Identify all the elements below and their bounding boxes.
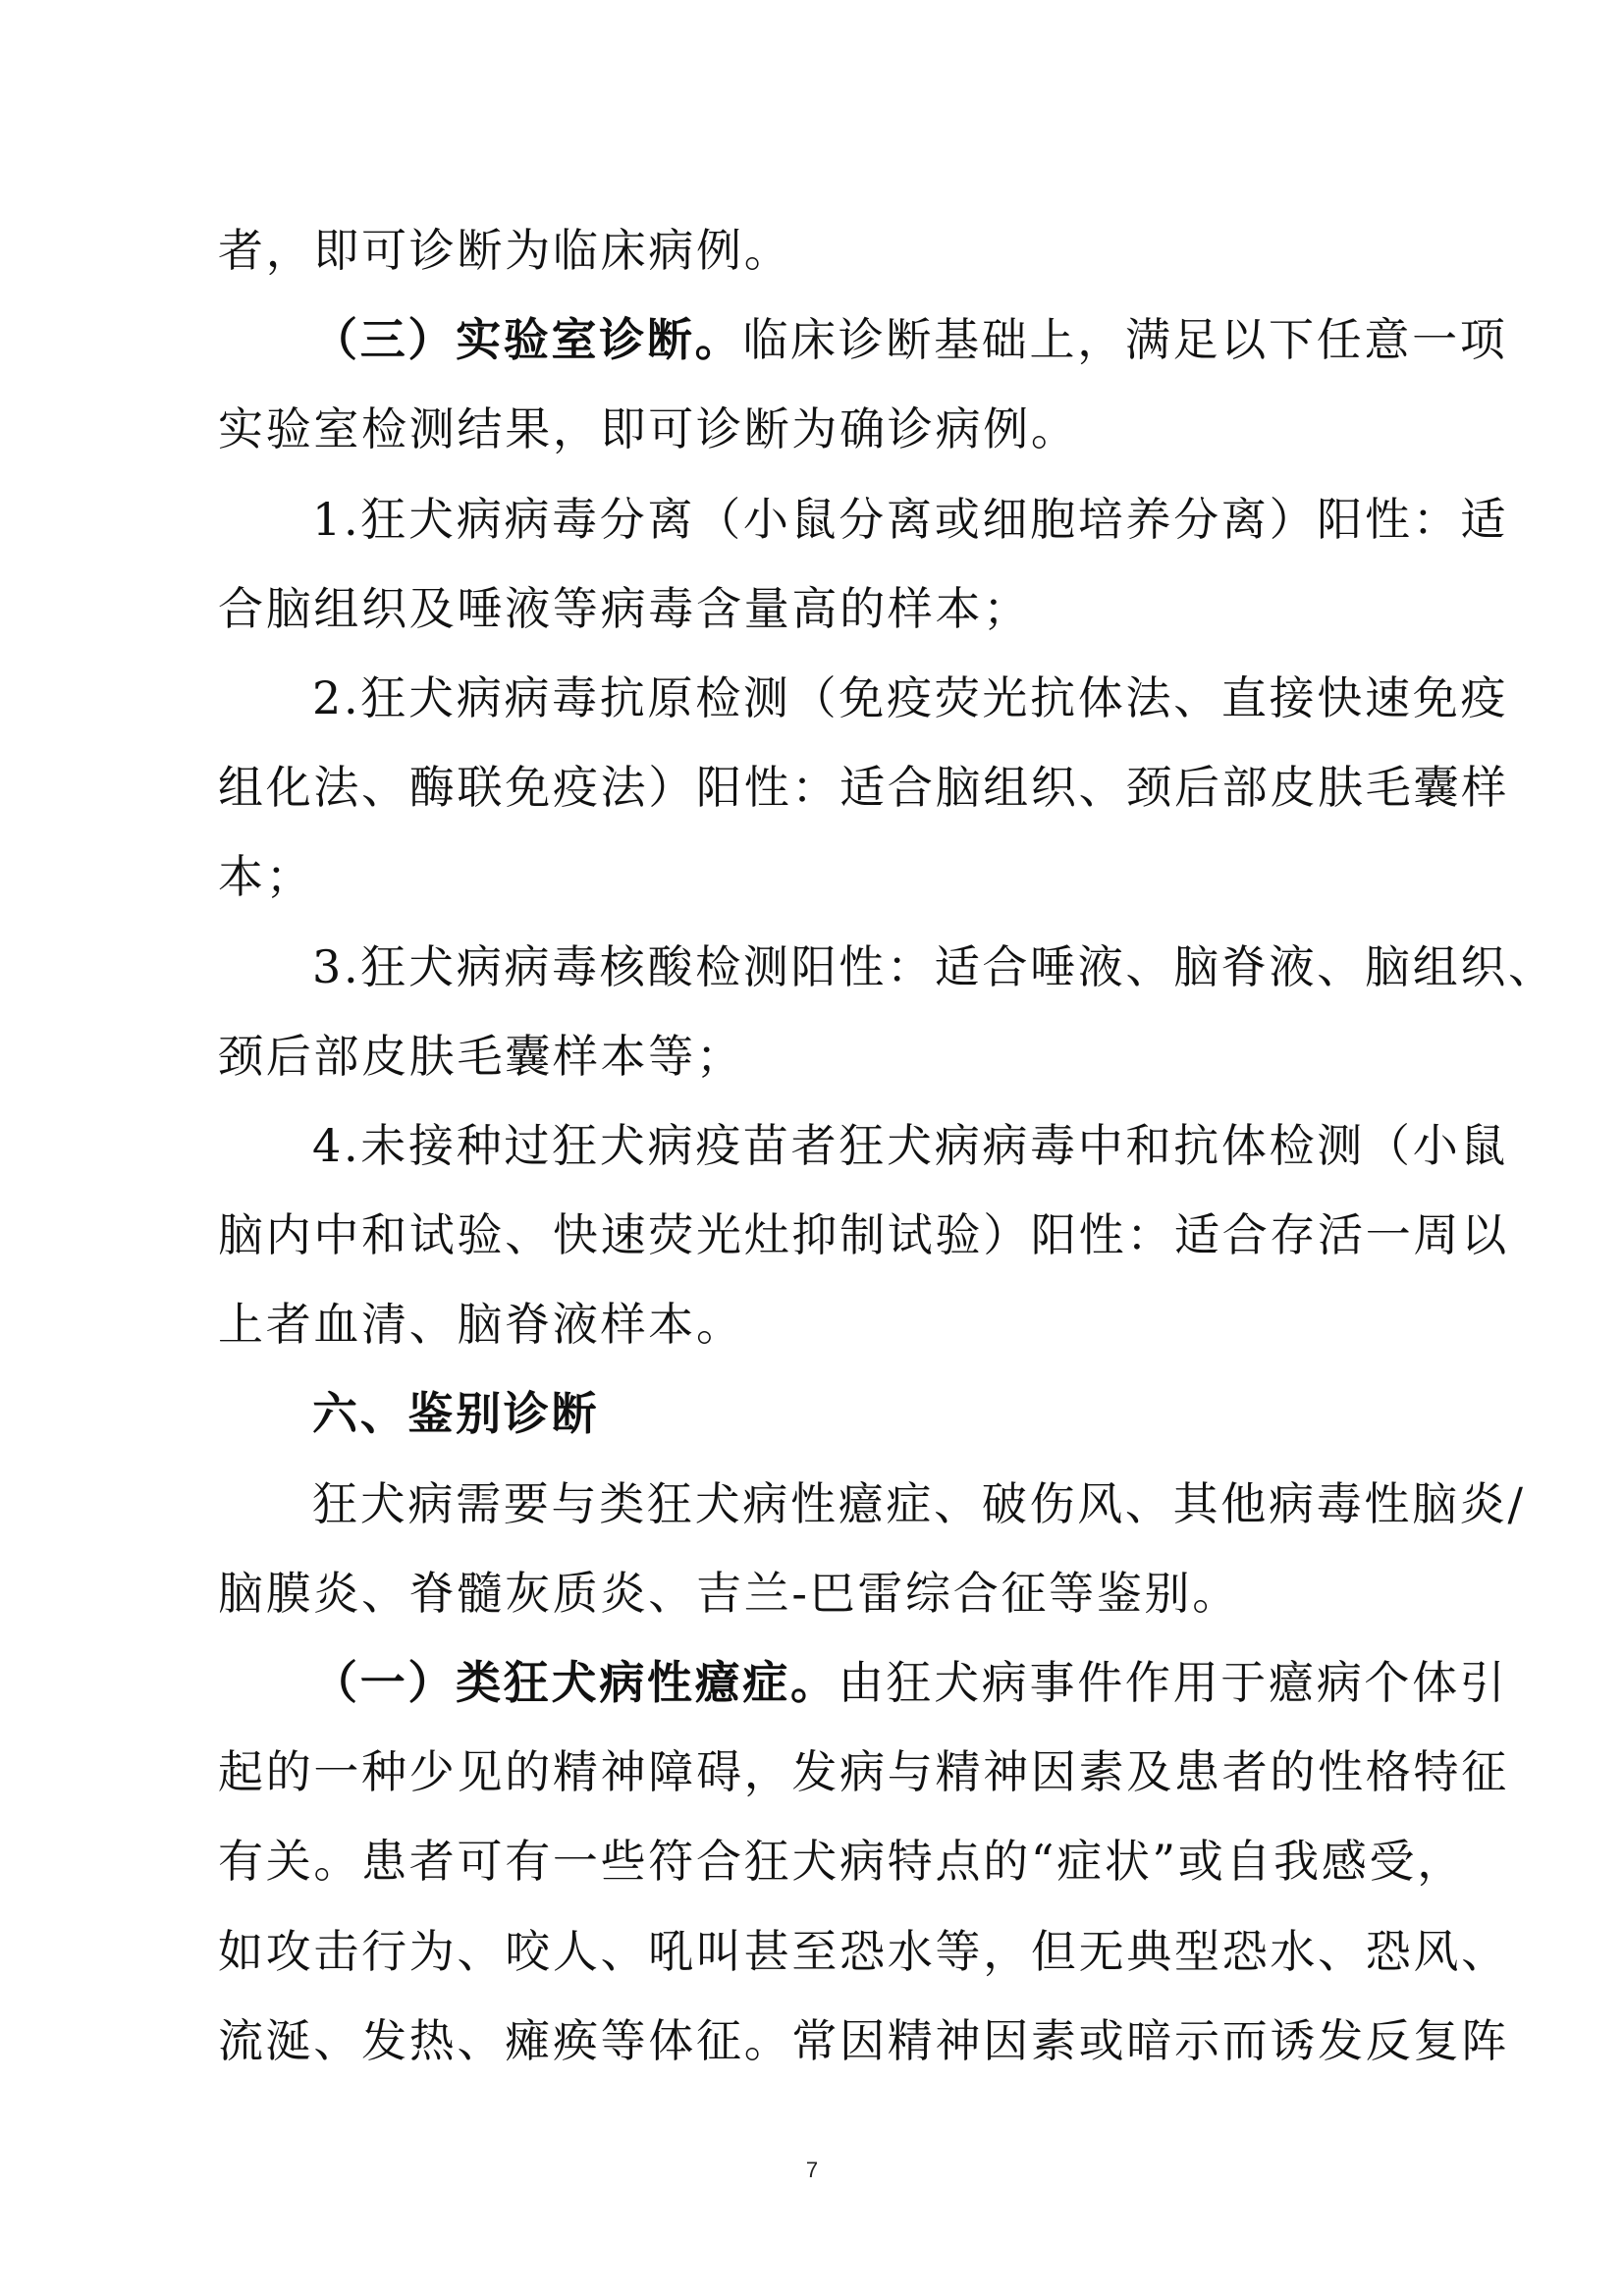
page-number: 7 <box>805 2158 819 2182</box>
section-heading-differential-diagnosis: 六、鉴别诊断 <box>312 1387 600 1441</box>
text-line: 者，即可诊断为临床病例。 <box>218 224 792 277</box>
text-line: 起的一种少见的精神障碍，发病与精神因素及患者的性格特征 <box>218 1745 1509 1799</box>
text-line: 脑膜炎、脊髓灰质炎、吉兰-巴雷综合征等鉴别。 <box>218 1566 1240 1620</box>
text-line: 组化法、酶联免疫法）阳性：适合脑组织、颈后部皮肤毛囊样 <box>218 761 1509 815</box>
text-line: 流涎、发热、瘫痪等体征。常因精神因素或暗示而诱发反复阵 <box>218 2013 1509 2067</box>
list-item-2: 2.狂犬病病毒抗原检测（免疫荧光抗体法、直接快速免疫 <box>312 670 1509 724</box>
list-item-1: 1.狂犬病病毒分离（小鼠分离或细胞培养分离）阳性：适 <box>312 492 1509 546</box>
subheading-bold: （一）类狂犬病性癔症。 <box>312 1656 839 1709</box>
text-line-rest: 由狂犬病事件作用于癔病个体引 <box>838 1656 1508 1709</box>
text-line: 脑内中和试验、快速荧光灶抑制试验）阳性：适合存活一周以 <box>218 1208 1509 1262</box>
section-heading-lab-diagnosis <box>218 295 1508 385</box>
list-item-4: 4.未接种过狂犬病疫苗者狂犬病病毒中和抗体检测（小鼠 <box>312 1118 1509 1172</box>
subheading-hysteria <box>218 1638 1508 1728</box>
text-line: 如攻击行为、咬人、吼叫甚至恐水等，但无典型恐水、恐风、 <box>218 1924 1509 1978</box>
list-item-3: 3.狂犬病病毒核酸检测阳性：适合唾液、脑脊液、脑组织、 <box>312 939 1556 993</box>
text-line: 狂犬病需要与类狂犬病性癔症、破伤风、其他病毒性脑炎/ <box>312 1476 1526 1530</box>
text-line: 有关。患者可有一些符合狂犬病特点的“症状”或自我感受， <box>218 1835 1465 1889</box>
text-line: 实验室检测结果，即可诊断为确诊病例。 <box>218 402 1079 456</box>
document-body <box>218 206 1556 2086</box>
subheading-bold: （三）实验室诊断。 <box>312 313 743 367</box>
text-line: 合脑组织及唾液等病毒含量高的样本； <box>218 581 1031 635</box>
text-line: 本； <box>218 850 314 904</box>
text-line: 颈后部皮肤毛囊样本等； <box>218 1029 744 1083</box>
text-line-rest: 临床诊断基础上，满足以下任意一项 <box>742 313 1508 367</box>
text-line: 上者血清、脑脊液样本。 <box>218 1298 744 1352</box>
